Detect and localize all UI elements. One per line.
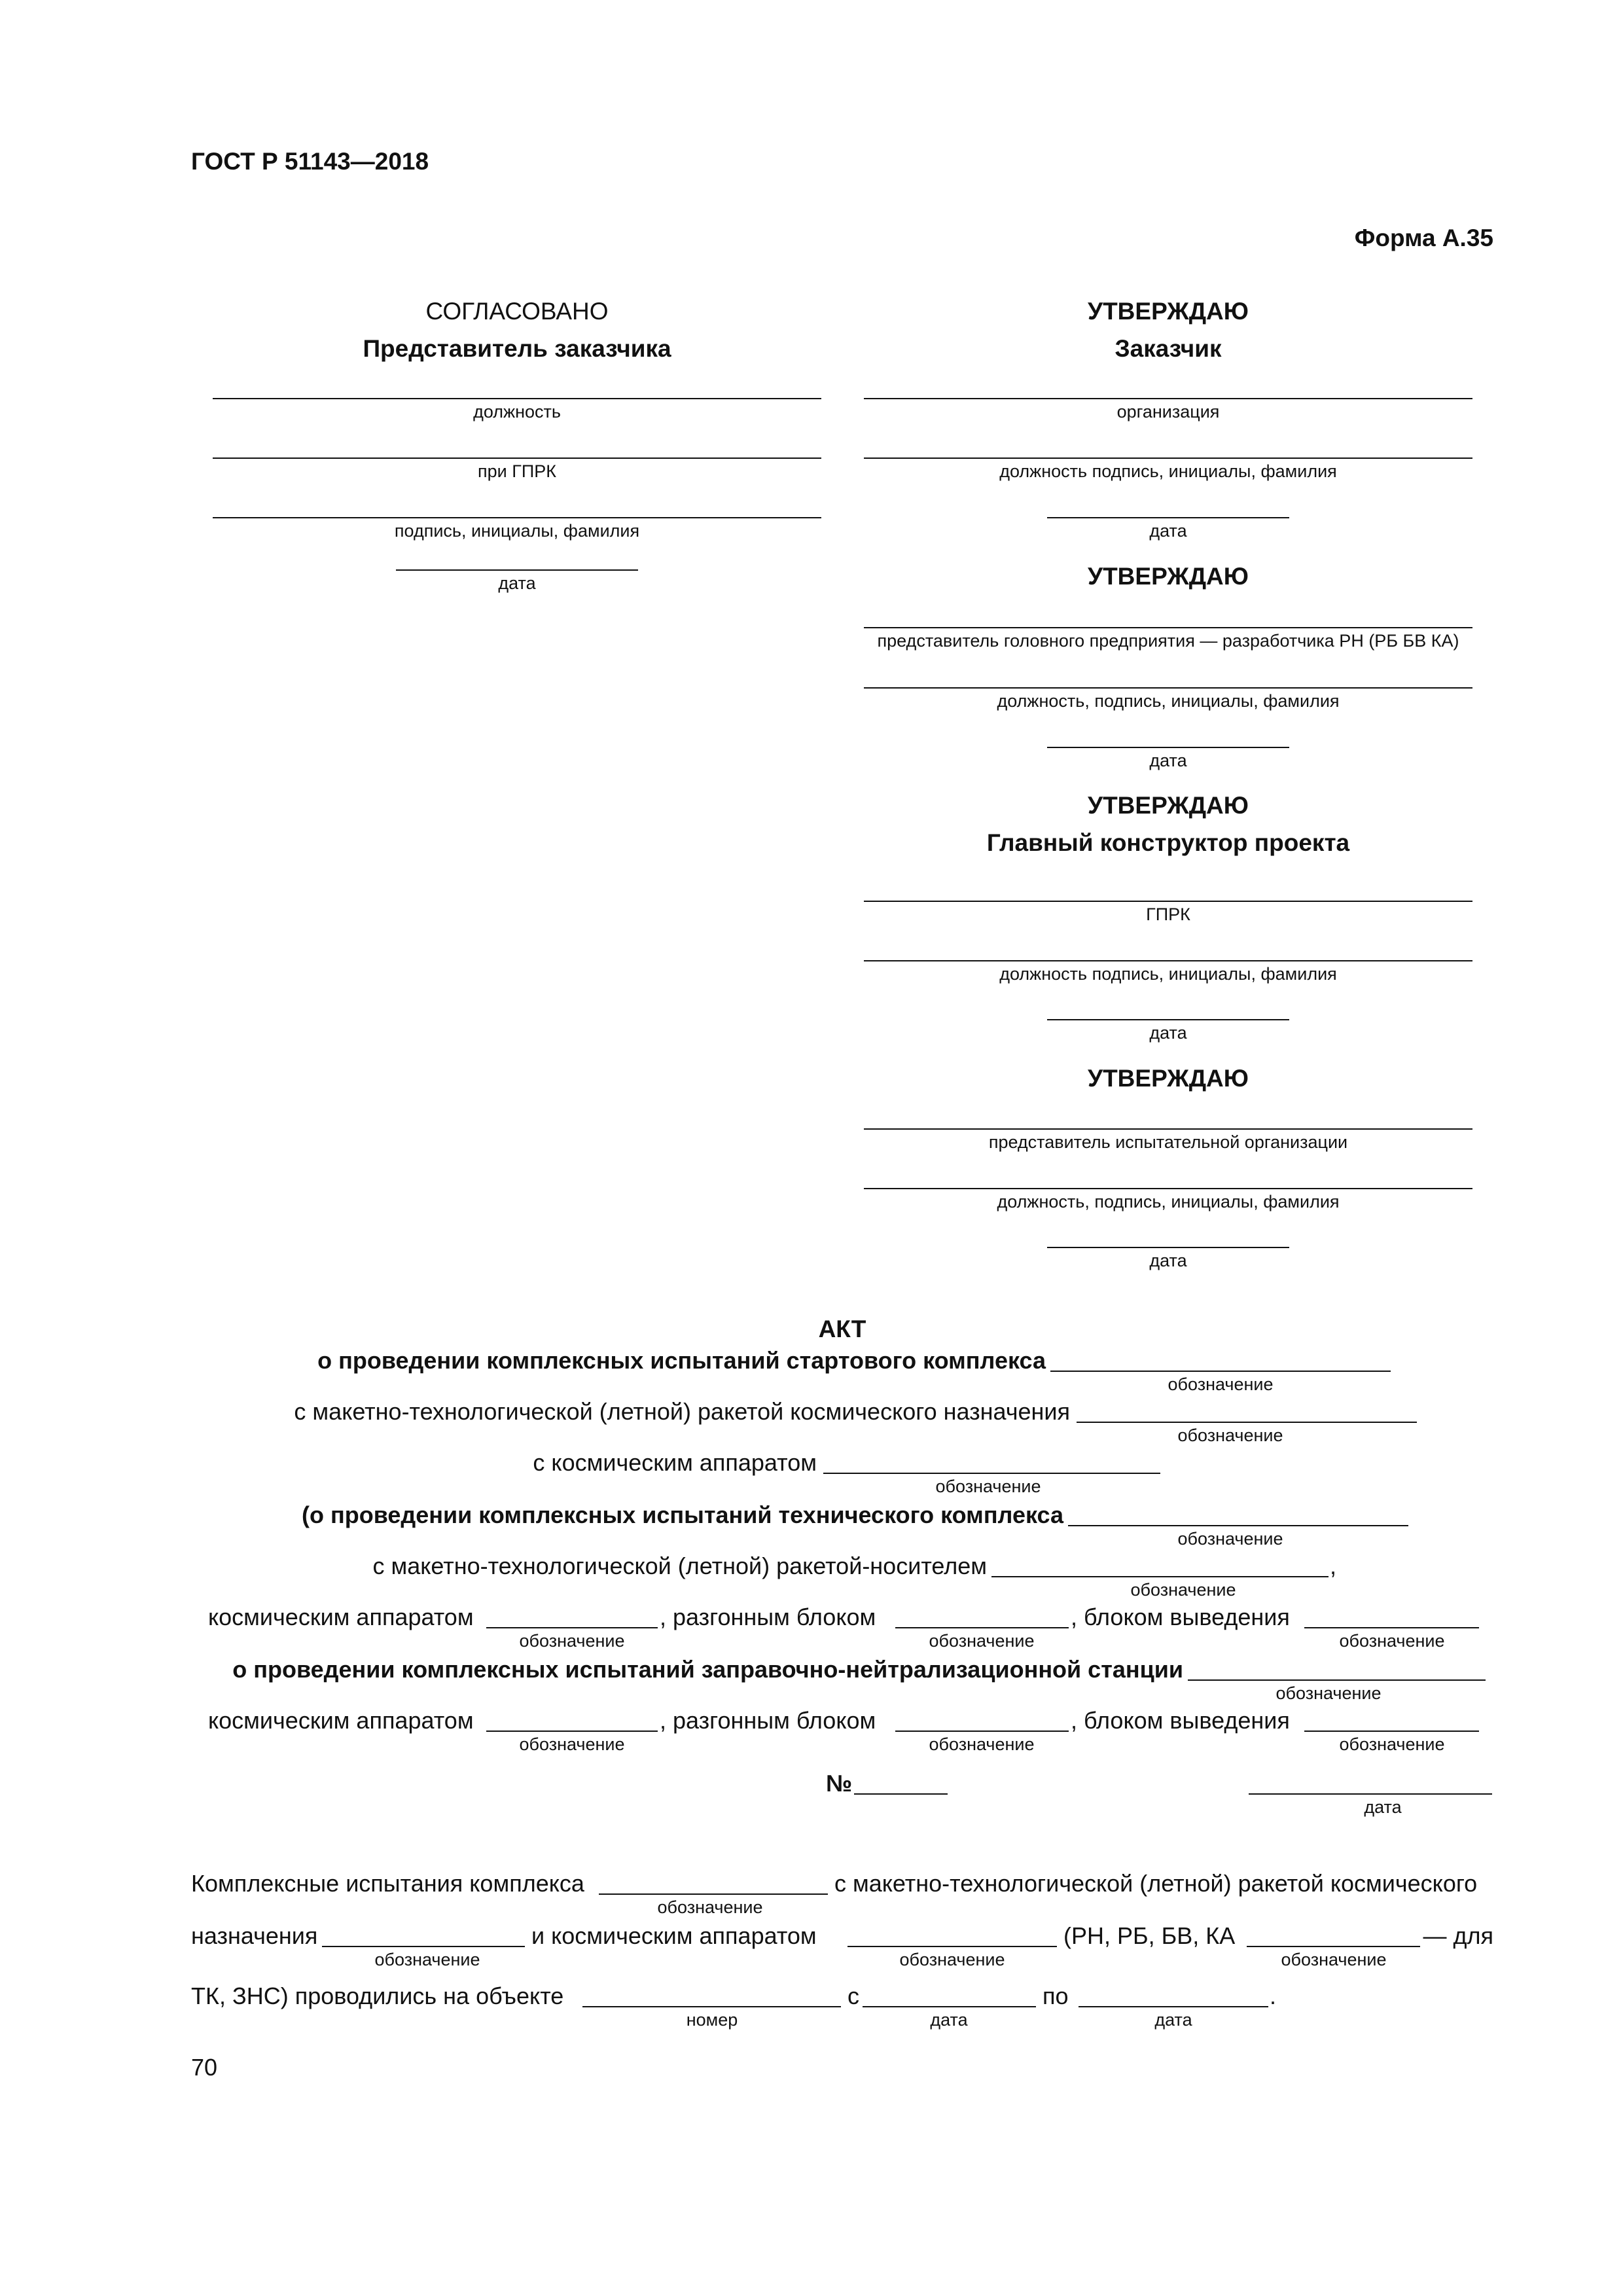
- paragraph-complex-designation-caption: обозначение: [657, 1897, 763, 1917]
- head-enterprise-date-caption: дата: [1149, 751, 1187, 770]
- act-number-line[interactable]: [854, 1793, 948, 1795]
- carrier-rocket-comma: ,: [1330, 1552, 1337, 1579]
- launch-vehicle-designation-caption: обозначение: [1177, 1426, 1283, 1445]
- test-organization-date-caption: дата: [1149, 1251, 1187, 1270]
- approve-heading-customer: УТВЕРЖДАЮ: [1088, 298, 1249, 325]
- agreed-heading: СОГЛАСОВАНО: [425, 298, 609, 325]
- page-number: 70: [191, 2054, 218, 2081]
- launch-complex-designation-caption: обозначение: [1168, 1374, 1274, 1394]
- chief-designer-gprk-line[interactable]: [864, 901, 1472, 902]
- signature-line[interactable]: [213, 517, 821, 518]
- act-number-sign: №: [826, 1770, 853, 1797]
- organization-line[interactable]: [864, 398, 1472, 399]
- form-number: Форма А.35: [1354, 224, 1493, 251]
- customer-date-caption: дата: [1149, 521, 1187, 541]
- test-organization-caption: представитель испытательной организации: [988, 1132, 1348, 1152]
- tc-spacecraft-text: космическим аппаратом: [208, 1604, 474, 1630]
- test-organization-signature-caption: должность, подпись, инициалы, фамилия: [997, 1192, 1340, 1211]
- paragraph-start-date-caption: дата: [930, 2010, 968, 2030]
- chief-designer-date-line[interactable]: [1047, 1019, 1289, 1020]
- paragraph-rocket-designation-line[interactable]: [322, 1946, 525, 1947]
- date-line[interactable]: [396, 569, 638, 571]
- paragraph-object-text: ТК, ЗНС) проводились на объекте: [191, 1982, 564, 2009]
- paragraph-object-number-line[interactable]: [582, 2006, 841, 2007]
- paragraph-types-designation-caption: обозначение: [1281, 1950, 1387, 1969]
- carrier-rocket-designation-caption: обозначение: [1130, 1580, 1236, 1600]
- tc-upper-stage-designation-line[interactable]: [895, 1627, 1069, 1628]
- paragraph-period: .: [1270, 1982, 1277, 2009]
- tc-injection-block-designation-line[interactable]: [1304, 1627, 1479, 1628]
- signature-caption: подпись, инициалы, фамилия: [394, 521, 640, 541]
- fueling-station-designation-line[interactable]: [1188, 1679, 1486, 1681]
- fs-spacecraft-designation-caption: обозначение: [519, 1734, 625, 1754]
- paragraph-spacecraft-designation-line[interactable]: [847, 1946, 1057, 1947]
- customer-signature-line[interactable]: [864, 457, 1472, 459]
- act-carrier-rocket-text: с макетно-технологической (летной) ракетой-носителем: [372, 1552, 987, 1579]
- tc-upper-stage-text: , разгонным блоком: [660, 1604, 876, 1630]
- organization-caption: организация: [1116, 402, 1220, 422]
- paragraph-from-text: с: [847, 1982, 859, 2009]
- head-enterprise-line[interactable]: [864, 627, 1472, 628]
- fs-spacecraft-designation-line[interactable]: [486, 1731, 658, 1732]
- customer-date-line[interactable]: [1047, 517, 1289, 518]
- paragraph-types-designation-line[interactable]: [1247, 1946, 1420, 1947]
- launch-complex-designation-line[interactable]: [1050, 1371, 1391, 1372]
- chief-designer-date-caption: дата: [1149, 1023, 1187, 1043]
- act-technical-complex-text: (о проведении комплексных испытаний технического комплекса: [302, 1501, 1063, 1528]
- standard-title: ГОСТ Р 51143—2018: [191, 148, 429, 175]
- customer-heading: Заказчик: [1115, 335, 1222, 362]
- tc-spacecraft-designation-caption: обозначение: [519, 1631, 625, 1651]
- act-launch-complex-text: о проведении комплексных испытаний стартового комплекса: [317, 1347, 1046, 1374]
- head-enterprise-date-line[interactable]: [1047, 747, 1289, 748]
- act-launch-vehicle-text: с макетно-технологической (летной) ракетой космического назначения: [294, 1398, 1070, 1425]
- paragraph-object-number-caption: номер: [686, 2010, 738, 2030]
- tc-upper-stage-designation-caption: обозначение: [929, 1631, 1035, 1651]
- customer-representative-heading: Представитель заказчика: [363, 335, 671, 362]
- head-enterprise-signature-line[interactable]: [864, 687, 1472, 689]
- tc-injection-block-designation-caption: обозначение: [1339, 1631, 1445, 1651]
- position-caption: должность: [473, 402, 561, 422]
- test-organization-date-line[interactable]: [1047, 1247, 1289, 1248]
- paragraph-complex-text: Комплексные испытания комплекса: [191, 1870, 584, 1897]
- paragraph-rocket-designation-caption: обозначение: [374, 1950, 480, 1969]
- customer-signature-caption: должность подпись, инициалы, фамилия: [999, 461, 1337, 481]
- paragraph-start-date-line[interactable]: [863, 2006, 1036, 2007]
- fs-injection-block-designation-line[interactable]: [1304, 1731, 1479, 1732]
- chief-designer-heading: Главный конструктор проекта: [986, 829, 1350, 856]
- paragraph-purpose-text: назначения: [191, 1922, 318, 1949]
- approve-heading-chief-designer: УТВЕРЖДАЮ: [1088, 792, 1249, 819]
- gprk-line[interactable]: [213, 457, 821, 459]
- chief-designer-signature-caption: должность подпись, инициалы, фамилия: [999, 964, 1337, 984]
- test-organization-line[interactable]: [864, 1128, 1472, 1130]
- act-fueling-station-text: о проведении комплексных испытаний заправочно-нейтрализационной станции: [232, 1656, 1183, 1683]
- paragraph-to-text: по: [1043, 1982, 1069, 2009]
- approve-heading-test-organization: УТВЕРЖДАЮ: [1088, 1065, 1249, 1092]
- carrier-rocket-designation-line[interactable]: [991, 1576, 1329, 1577]
- paragraph-spacecraft-text: и космическим аппаратом: [531, 1922, 817, 1949]
- fs-injection-block-designation-caption: обозначение: [1339, 1734, 1445, 1754]
- act-title: АКТ: [818, 1316, 866, 1342]
- tc-spacecraft-designation-line[interactable]: [486, 1627, 658, 1628]
- fs-upper-stage-text: , разгонным блоком: [660, 1707, 876, 1734]
- fs-upper-stage-designation-line[interactable]: [895, 1731, 1069, 1732]
- paragraph-rocket-text: с макетно-технологической (летной) ракетой космического: [834, 1870, 1478, 1897]
- spacecraft-designation-caption: обозначение: [935, 1477, 1041, 1496]
- fs-upper-stage-designation-caption: обозначение: [929, 1734, 1035, 1754]
- paragraph-vehicle-types-text: (РН, РБ, БВ, КА: [1063, 1922, 1236, 1949]
- paragraph-spacecraft-designation-caption: обозначение: [899, 1950, 1005, 1969]
- gprk-caption: при ГПРК: [478, 461, 556, 481]
- paragraph-for-text: — для: [1423, 1922, 1493, 1949]
- position-line[interactable]: [213, 398, 821, 399]
- paragraph-complex-designation-line[interactable]: [599, 1893, 828, 1895]
- test-organization-signature-line[interactable]: [864, 1188, 1472, 1189]
- head-enterprise-caption: представитель головного предприятия — разработчика РН (РБ БВ КА): [877, 631, 1459, 651]
- fs-injection-block-text: , блоком выведения: [1071, 1707, 1290, 1734]
- chief-designer-signature-line[interactable]: [864, 960, 1472, 961]
- act-date-caption: дата: [1364, 1797, 1402, 1817]
- tc-injection-block-text: , блоком выведения: [1071, 1604, 1290, 1630]
- paragraph-end-date-line[interactable]: [1079, 2006, 1268, 2007]
- head-enterprise-signature-caption: должность, подпись, инициалы, фамилия: [997, 691, 1340, 711]
- spacecraft-designation-line[interactable]: [823, 1473, 1160, 1474]
- act-spacecraft-text: с космическим аппаратом: [533, 1449, 817, 1476]
- date-caption: дата: [498, 573, 536, 593]
- act-date-line[interactable]: [1249, 1793, 1492, 1795]
- fs-spacecraft-text: космическим аппаратом: [208, 1707, 474, 1734]
- technical-complex-designation-caption: обозначение: [1177, 1529, 1283, 1549]
- chief-designer-gprk-caption: ГПРК: [1146, 905, 1190, 924]
- fueling-station-designation-caption: обозначение: [1275, 1683, 1382, 1703]
- paragraph-end-date-caption: дата: [1154, 2010, 1192, 2030]
- approve-heading-head-enterprise: УТВЕРЖДАЮ: [1088, 563, 1249, 590]
- launch-vehicle-designation-line[interactable]: [1077, 1422, 1417, 1423]
- technical-complex-designation-line[interactable]: [1068, 1525, 1408, 1526]
